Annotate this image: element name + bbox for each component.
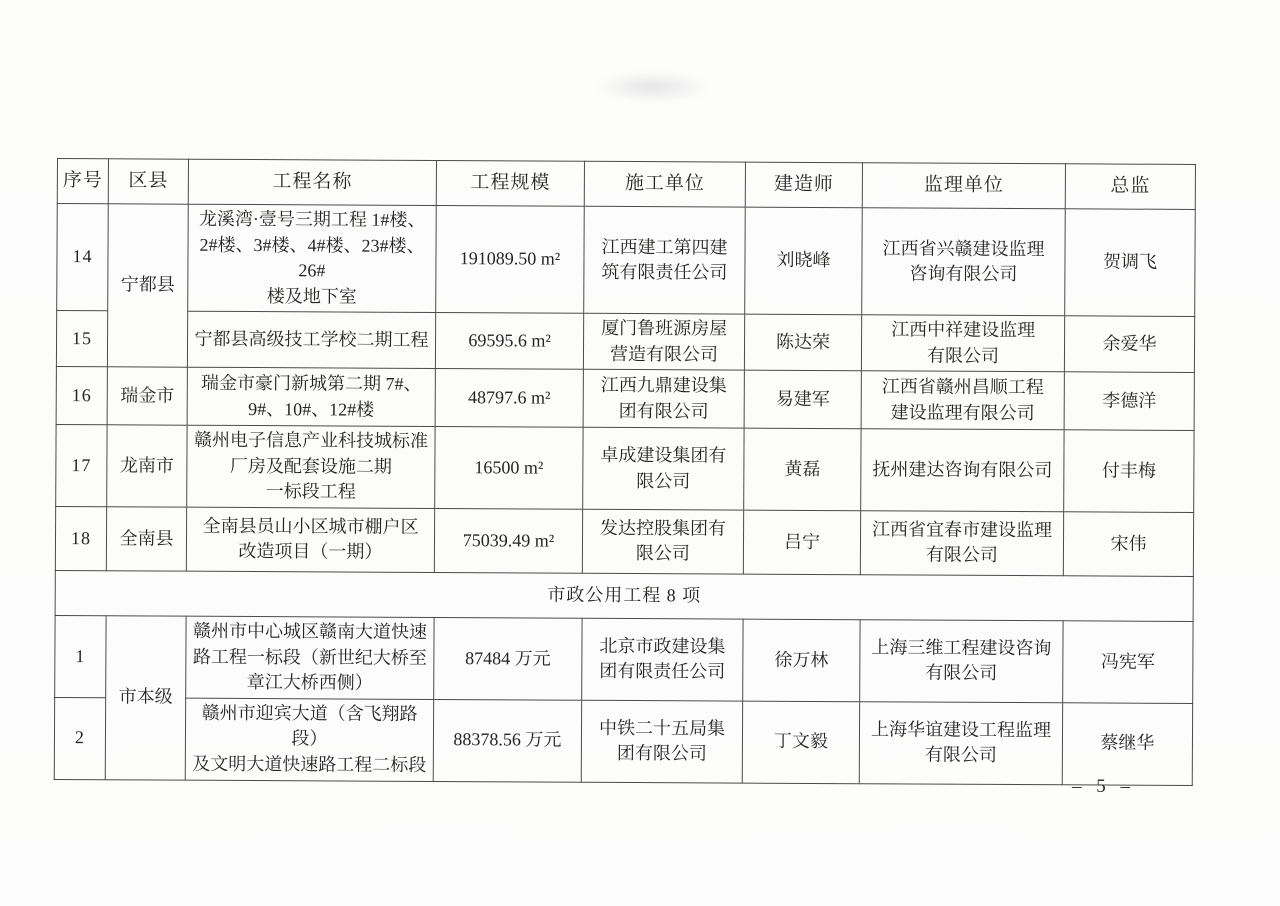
cell-contractor: 江西建工第四建 筑有限责任公司 (584, 206, 746, 314)
page-number: – 5 – (1072, 776, 1135, 797)
cell-supervision-unit: 江西省兴赣建设监理 咨询有限公司 (862, 208, 1066, 316)
scan-smudge (598, 72, 708, 102)
cell-serial: 14 (57, 204, 109, 311)
header-builder: 建造师 (745, 162, 862, 208)
cell-project-scale: 191089.50 m² (436, 205, 585, 313)
header-serial: 序号 (57, 159, 108, 204)
cell-chief-supervisor: 宋伟 (1063, 512, 1193, 577)
cell-builder: 黄磊 (744, 428, 861, 510)
cell-chief-supervisor: 余爱华 (1064, 316, 1194, 373)
cell-contractor: 发达控股集团有 限公司 (582, 509, 743, 574)
table-row (57, 204, 1196, 317)
cell-serial: 17 (56, 425, 107, 507)
cell-supervision-unit: 江西省赣州昌顺工程 建设监理有限公司 (861, 371, 1064, 430)
cell-district: 全南县 (106, 507, 186, 571)
cell-project-scale: 88378.56 万元 (433, 699, 581, 781)
cell-contractor: 中铁二十五局集 团有限公司 (581, 700, 742, 782)
cell-project-scale: 16500 m² (435, 427, 583, 509)
cell-serial: 15 (56, 311, 107, 367)
cell-project-name: 宁都县高级技工学校二期工程 (187, 311, 435, 368)
cell-project-name: 赣州电子信息产业科技城标准 厂房及配套设施二期 一标段工程 (187, 425, 435, 508)
cell-project-name: 赣州市中心城区赣南大道快速 路工程一标段（新世纪大桥至 章江大桥西侧） (186, 616, 434, 699)
section-title: 市政公用工程 8 项 (55, 570, 1193, 621)
cell-supervision-unit: 江西省宜春市建设监理 有限公司 (860, 511, 1063, 576)
projects-table-container (54, 158, 1196, 786)
cell-serial: 16 (56, 367, 107, 425)
cell-project-scale: 87484 万元 (434, 617, 582, 700)
cell-chief-supervisor: 冯宪军 (1063, 621, 1193, 704)
cell-supervision-unit: 上海三维工程建设咨询 有限公司 (860, 620, 1063, 703)
projects-table (54, 158, 1196, 786)
cell-contractor: 江西九鼎建设集 团有限公司 (583, 370, 744, 429)
header-project-scale: 工程规模 (436, 160, 584, 206)
cell-district: 瑞金市 (107, 367, 187, 425)
table-row (55, 506, 1193, 576)
cell-project-name: 龙溪湾·壹号三期工程 1#楼、 2#楼、3#楼、4#楼、23#楼、26# 楼及地下室 (188, 204, 437, 312)
cell-district: 宁都县 (107, 204, 188, 368)
cell-project-scale: 75039.49 m² (434, 508, 582, 573)
table-row (56, 311, 1194, 373)
header-supervision-unit: 监理单位 (862, 163, 1065, 209)
header-project-name: 工程名称 (188, 159, 436, 205)
header-district: 区县 (108, 159, 188, 204)
cell-chief-supervisor: 付丰梅 (1064, 430, 1194, 512)
cell-builder: 吕宁 (743, 510, 860, 575)
header-contractor: 施工单位 (584, 161, 745, 207)
table-row (54, 697, 1192, 785)
cell-serial: 1 (55, 615, 106, 697)
cell-builder: 易建军 (744, 370, 861, 429)
cell-contractor: 卓成建设集团有 限公司 (583, 428, 744, 510)
table-row (56, 425, 1194, 513)
cell-district: 龙南市 (107, 425, 187, 507)
cell-contractor: 北京市政建设集 团有限责任公司 (582, 618, 743, 701)
cell-project-name: 全南县员山小区城市棚户区 改造项目（一期） (186, 507, 434, 572)
cell-chief-supervisor: 李德洋 (1064, 372, 1194, 431)
cell-chief-supervisor: 蔡继华 (1062, 703, 1192, 785)
cell-project-scale: 48797.6 m² (435, 369, 583, 428)
cell-serial: 18 (55, 506, 106, 570)
cell-contractor: 厦门鲁班源房屋 营造有限公司 (583, 313, 744, 370)
cell-project-name: 赣州市迎宾大道（含飞翔路段） 及文明大道快速路工程二标段 (185, 698, 433, 781)
table-row (56, 367, 1194, 431)
cell-builder: 徐万林 (743, 619, 860, 702)
cell-chief-supervisor: 贺调飞 (1065, 209, 1196, 317)
cell-project-name: 瑞金市豪门新城第二期 7#、 9#、10#、12#楼 (187, 367, 435, 426)
table-header-row (57, 159, 1195, 210)
cell-builder: 陈达荣 (744, 314, 861, 371)
header-chief-supervisor: 总监 (1065, 164, 1195, 210)
cell-project-scale: 69595.6 m² (435, 313, 583, 370)
cell-builder: 丁文毅 (742, 701, 859, 783)
cell-serial: 2 (54, 697, 105, 779)
cell-builder: 刘晓峰 (745, 207, 863, 315)
cell-supervision-unit: 上海华谊建设工程监理 有限公司 (859, 702, 1062, 785)
table-row (55, 615, 1193, 703)
cell-supervision-unit: 江西中祥建设监理 有限公司 (861, 315, 1064, 372)
cell-district: 市本级 (105, 616, 186, 780)
cell-supervision-unit: 抚州建达咨询有限公司 (861, 429, 1064, 512)
section-header-row (55, 570, 1193, 621)
